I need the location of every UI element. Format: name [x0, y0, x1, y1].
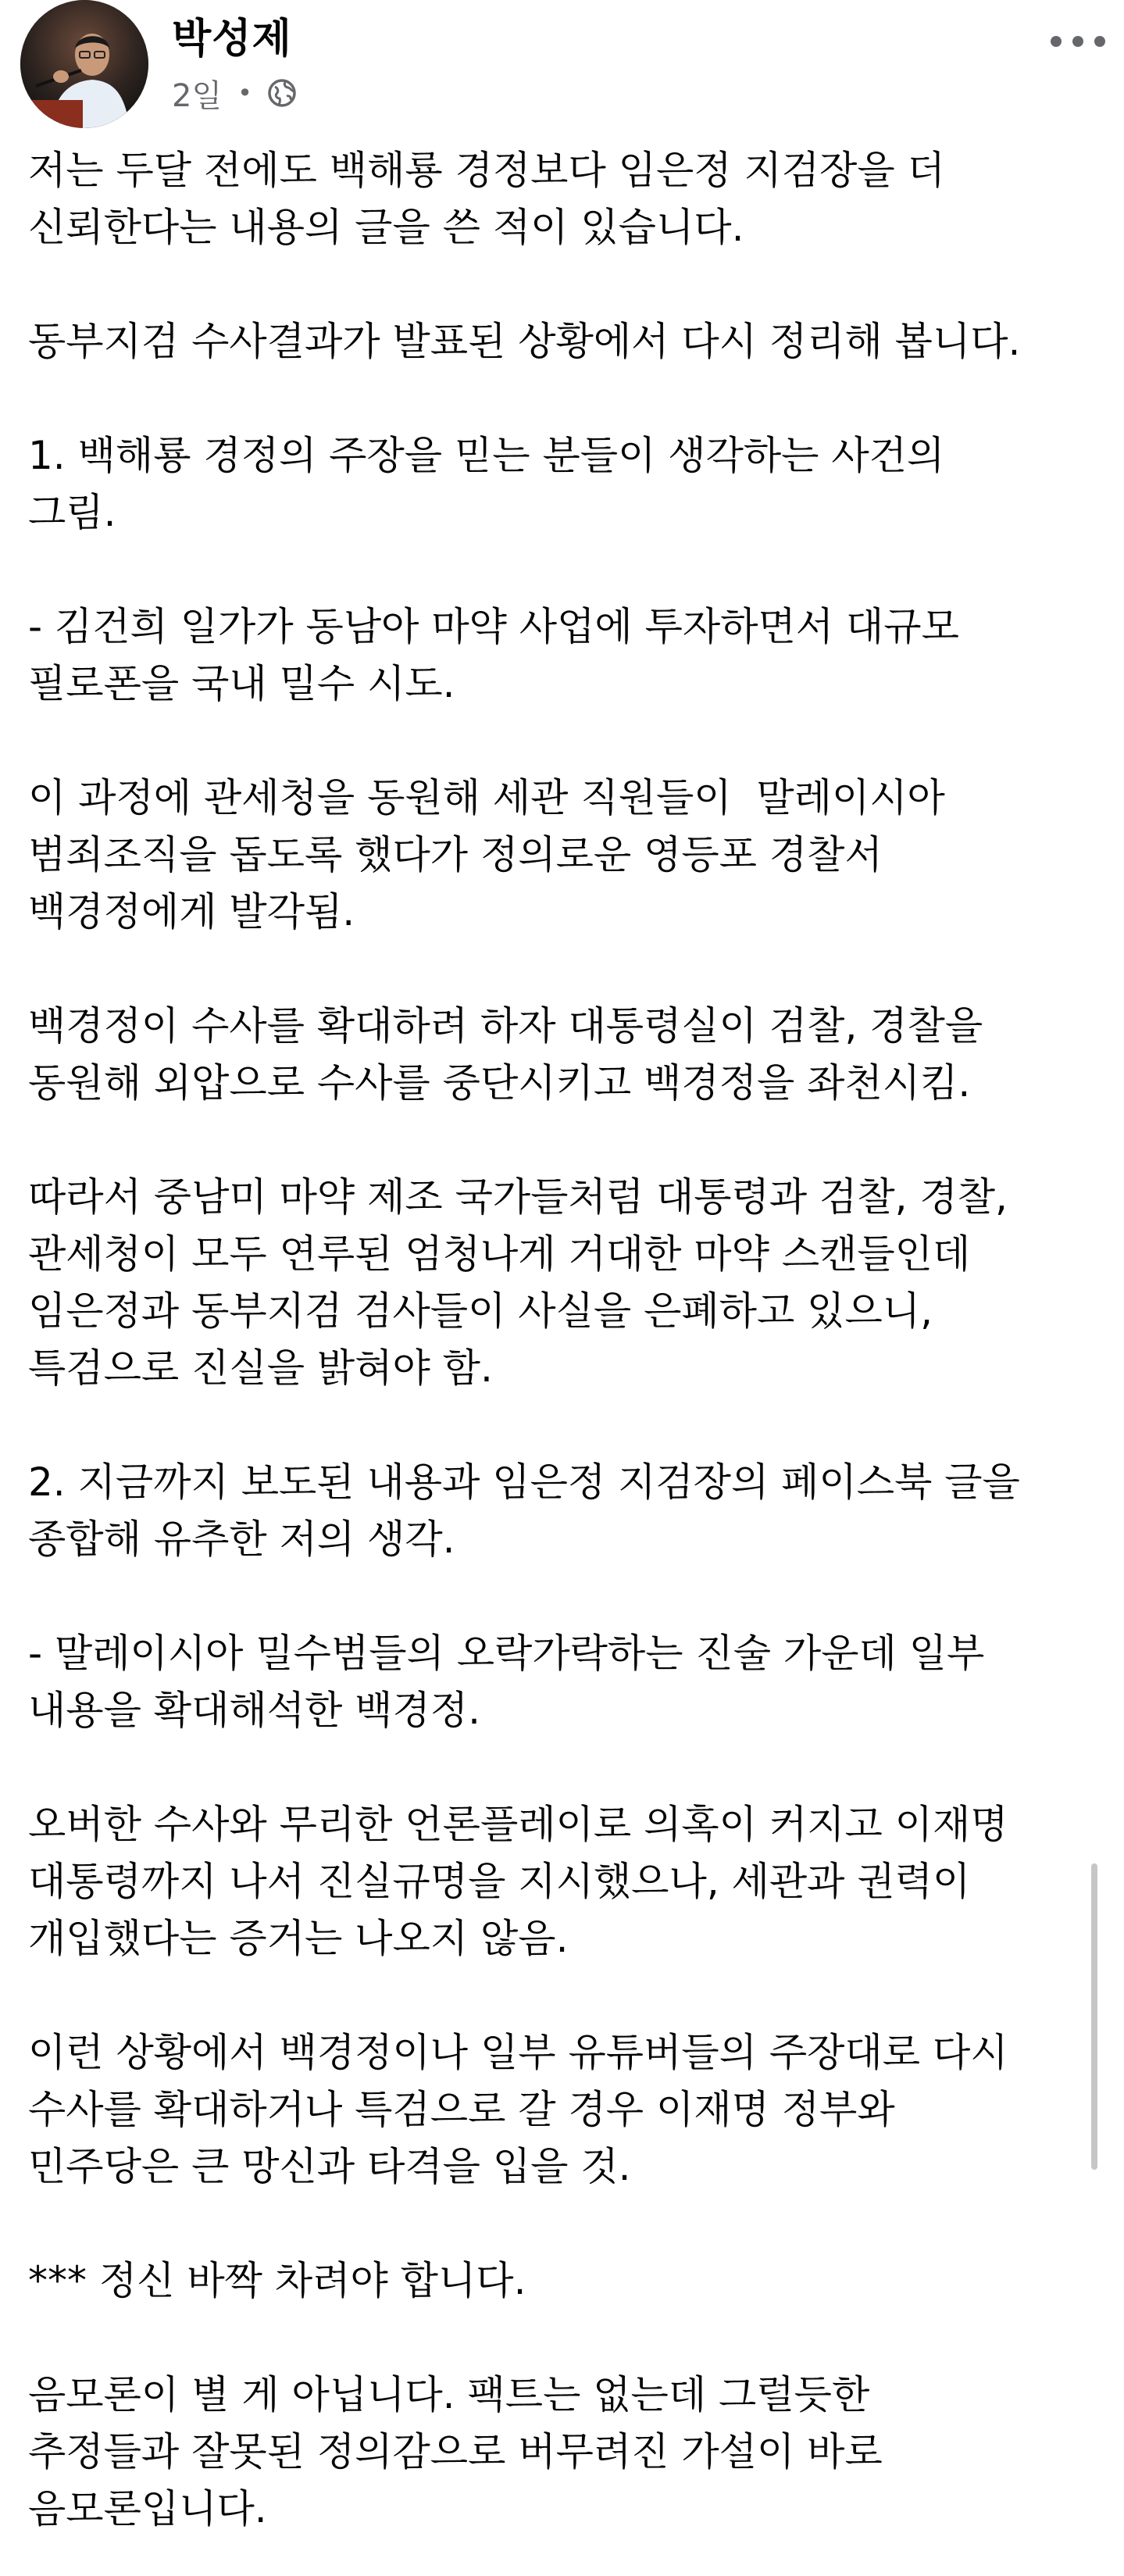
post-paragraph: 저는 두달 전에도 백해룡 경정보다 임은정 지검장을 더 신뢰한다는 내용의 글을 쓴 적이 있습니다. [28, 148, 945, 250]
post-paragraph: 따라서 중남미 마약 제조 국가들처럼 대통령과 검찰, 경찰, 관세청이 모두 연루된 엄청나게 거대한 마약 스캔들인데 임은정과 동부지검 검사들이 사실을 은폐하고 있으니, 특검으로 진실을 밝혀야 함. [28, 1174, 1008, 1391]
post-text [28, 142, 1067, 2538]
post-paragraph: 음모론이 별 게 아닙니다. 팩트는 없는데 그럴듯한 추정들과 잘못된 정의감으로 버무려진 가설이 바로 음모론입니다. [28, 2372, 883, 2531]
more-options-button[interactable] [1051, 30, 1105, 53]
scrollbar-thumb[interactable] [1091, 1863, 1097, 2170]
post-paragraph: 백경정이 수사를 확대하려 하자 대통령실이 검찰, 경찰을 동원해 외압으로 수사를 중단시키고 백경정을 좌천시킴. [28, 1003, 983, 1106]
post-paragraph: 이런 상황에서 백경정이나 일부 유튜버들의 주장대로 다시 수사를 확대하거나 특검으로 갈 경우 이재명 정부와 민주당은 큰 망신과 타격을 입을 것. [28, 2030, 1008, 2189]
post-meta [172, 72, 298, 114]
meta-separator: • [237, 78, 252, 108]
post-time[interactable]: 2일 [172, 77, 223, 114]
ellipsis-dot [1094, 36, 1105, 47]
globe-icon[interactable] [266, 77, 298, 109]
author-name[interactable]: 박성제 [172, 16, 292, 63]
post-header [0, 0, 1124, 138]
post-paragraph: - 김건희 일가가 동남아 마약 사업에 투자하면서 대규모 필로폰을 국내 밀수 시도. [28, 604, 959, 706]
post-paragraph: - 말레이시아 밀수범들의 오락가락하는 진술 가운데 일부 내용을 확대해석한 백경정. [28, 1631, 985, 1733]
post-paragraph: 1. 백해룡 경정의 주장을 믿는 분들이 생각하는 사건의 그림. [28, 433, 945, 535]
post-paragraph: 이 과정에 관세청을 동원해 세관 직원들이 말레이시아 범죄조직을 돕도록 했다가 정의로운 영등포 경찰서 백경정에게 발각됨. [28, 775, 945, 934]
post-paragraph: 오버한 수사와 무리한 언론플레이로 의혹이 커지고 이재명 대통령까지 나서 진실규명을 지시했으나, 세관과 권력이 개입했다는 증거는 나오지 않음. [28, 1802, 1008, 1961]
post-paragraph: *** 정신 바짝 차려야 합니다. [28, 2258, 526, 2303]
avatar-image [20, 0, 148, 128]
post-paragraph: 동부지검 수사결과가 발표된 상황에서 다시 정리해 봅니다. [28, 319, 1021, 364]
avatar[interactable] [20, 0, 148, 128]
post-paragraph: 2. 지금까지 보도된 내용과 임은정 지검장의 페이스북 글을 종합해 유추한 저의 생각. [28, 1459, 1020, 1562]
ellipsis-dot [1051, 36, 1062, 47]
ellipsis-dot [1072, 36, 1083, 47]
